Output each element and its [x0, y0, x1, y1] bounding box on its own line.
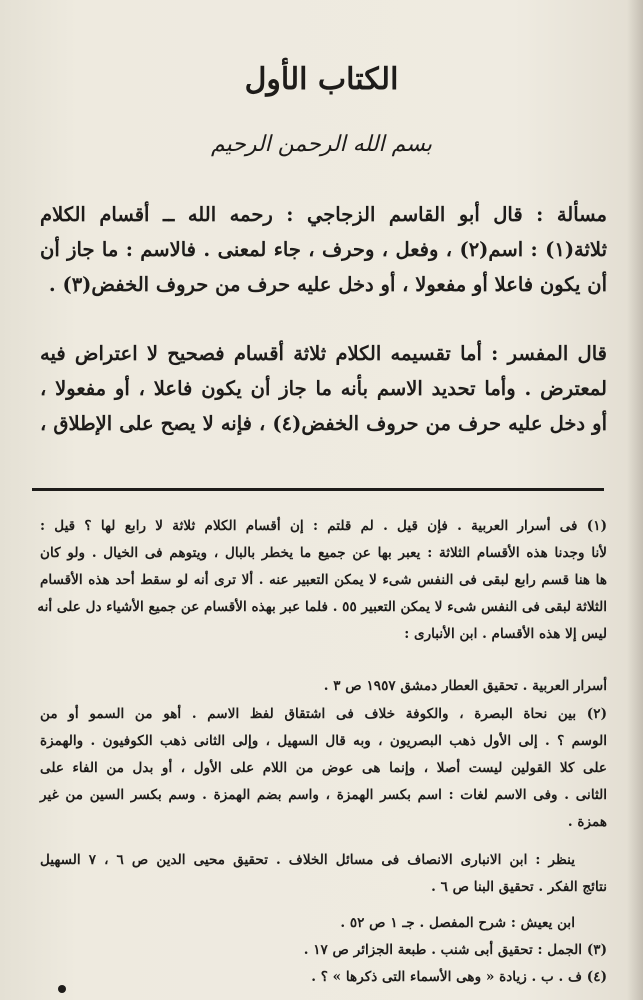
footnote-separator-rule [32, 488, 604, 491]
body-line: لمعترض . وأما تحديد الاسم بأنه ما جاز أن يكون فاعلا ، أو مفعولا ، [40, 377, 607, 400]
body-line: أن يكون فاعلا أو مفعولا ، أو دخل عليه حرف من حروف الخفض(٣) . [48, 273, 607, 296]
footnote-line: ها هنا قسم رابع لبقى فى النفس شىء لا يمكن التعبير عنه . ألا ترى أنه لو سقط أحد هذه الأقسام [40, 572, 607, 588]
basmala: بسم الله الرحمن الرحيم [210, 132, 433, 157]
footnote-line: (٤) ف . ب . زيادة « وهى الأسماء التى ذكرها » ؟ . [311, 969, 607, 985]
body-line: أو دخل عليه حرف من حروف الخفض(٤) ، فإنه لا يصح على الإطلاق ، [40, 412, 607, 435]
footnote-line: الثلاثة لبقى فى النفس شىء لا يمكن التعبير ٥٥ . فلما عبر بهذه الأقسام عن جميع الأشياء دل على أنه [37, 599, 607, 615]
footnote-line: (٣) الجمل : تحقيق أبى شنب . طبعة الجزائر ص ١٧ . [303, 942, 607, 958]
footnote-line: الوسم ؟ . إلى الأول ذهب البصريون ، وبه قال السهيل ، وإلى الثانى ذهب الكوفيون . والهمزة [40, 733, 607, 749]
footnote-line: على كلا القولين ليست أصلا ، وإنما هى عوض من اللام على الأول ، أو بدل من الفاء على [40, 760, 607, 776]
body-line: مسألة : قال أبو القاسم الزجاجي : رحمه الله ــ أقسام الكلام [40, 203, 607, 226]
footnote-line: الثانى . وفى الاسم لغات : اسم بكسر الهمزة ، واسم بضم الهمزة . وسم بكسر السين من غير [40, 787, 607, 803]
footnote-line: ليس إلا هذه الأقسام . ابن الأنبارى : [404, 626, 607, 642]
footnote-line: همزة . [567, 814, 607, 830]
body-line: قال المفسر : أما تقسيمه الكلام ثلاثة أقسام فصحيح لا اعتراض فيه [40, 342, 607, 365]
footnote-line: (١) فى أسرار العربية . فإن قيل . لم قلتم : إن أقسام الكلام ثلاثة لا رابع لها ؟ قيل : [40, 518, 607, 534]
footnote-line: (٢) بين نحاة البصرة ، والكوفة خلاف فى اشتقاق لفظ الاسم . أهو من السمو أو من [40, 706, 607, 722]
footnote-line: ينظر : ابن الانبارى الانصاف فى مسائل الخلاف . تحقيق محيى الدين ص ٦ ، ٧ السهيل [40, 852, 575, 868]
footnote-line: أسرار العربية . تحقيق العطار دمشق ١٩٥٧ ص ٣ . [323, 678, 607, 694]
page-mark-dot [58, 985, 66, 993]
footnote-line: ابن يعيش : شرح المفصل . جـ ١ ص ٥٢ . [340, 915, 575, 931]
footnote-line: نتائج الفكر . تحقيق البنا ص ٦ . [431, 879, 607, 895]
body-line: ثلاثة(١) : اسم(٢) ، وفعل ، وحرف ، جاء لمعنى . فالاسم : ما جاز أن [40, 238, 607, 261]
chapter-title: الكتاب الأول [244, 62, 399, 97]
footnote-line: لأنا وجدنا هذه الأقسام الثلاثة : يعبر بها عن جميع ما يخطر بالبال ، ويتوهم فى الخيال . ولو كان [40, 545, 607, 561]
